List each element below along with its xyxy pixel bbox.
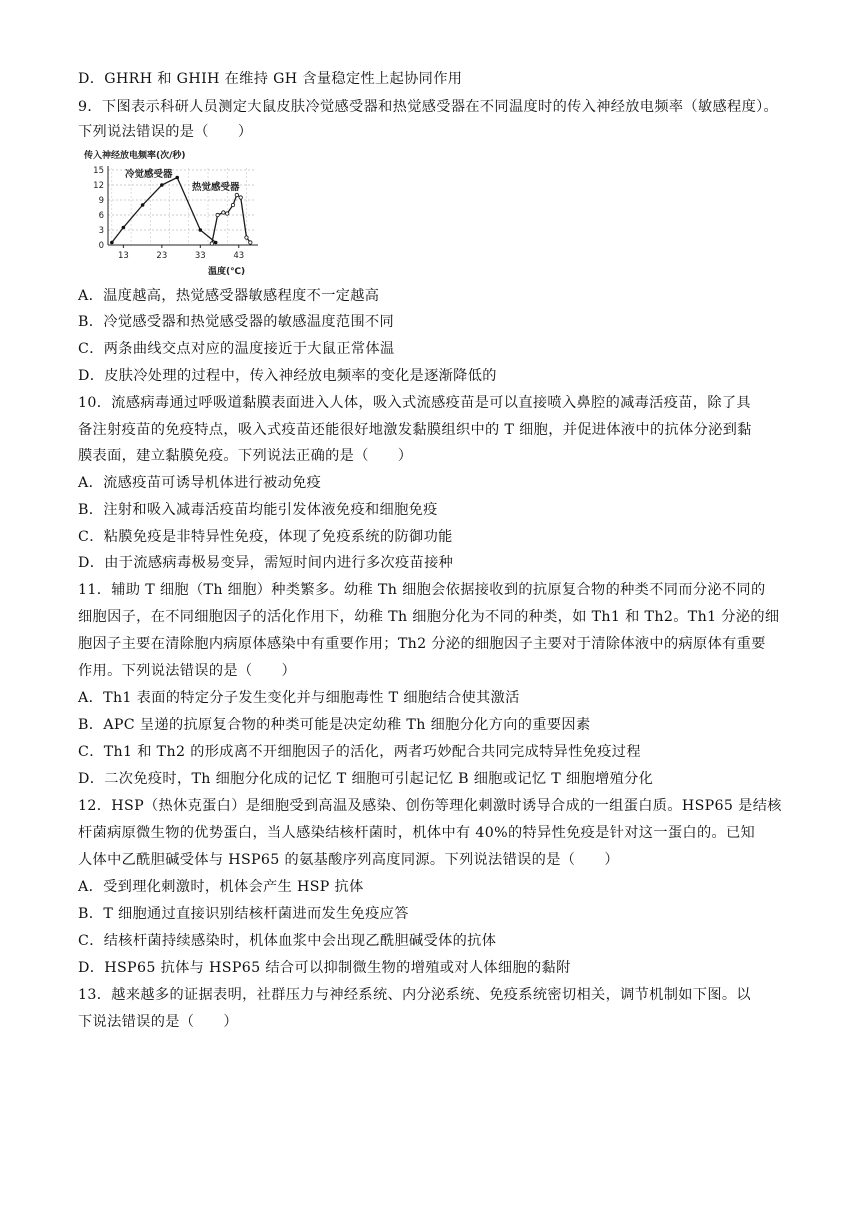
question-12-option-c: C．结核杆菌持续感染时，机体血浆中会出现乙酰胆碱受体的抗体 <box>78 933 497 949</box>
question-9-option-b: B．冷觉感受器和热觉感受器的敏感温度范围不同 <box>78 314 395 330</box>
text-line-optD-8: D．GHRH 和 GHIH 在维持 GH 含量稳定性上起协同作用 <box>78 71 463 87</box>
data-point-warm-receptor <box>231 203 234 206</box>
question-11-option-d: D．二次免疫时，Th 细胞分化成的记忆 T 细胞可引起记忆 B 细胞或记忆 T 细胞增殖分化 <box>78 771 654 787</box>
data-point-warm-receptor <box>249 241 252 244</box>
question-10-option-b: B．注射和吸入减毒活疫苗均能引发体液免疫和细胞免疫 <box>78 502 438 518</box>
question-9-option-d: D．皮肤冷处理的过程中，传入神经放电频率的变化是逐渐降低的 <box>78 368 497 384</box>
question-11-stem-2: 细胞因子，在不同细胞因子的活化作用下，幼稚 Th 细胞分化为不同的种类，如 Th1 和 Th2。Th1 分泌的细 <box>78 609 780 625</box>
question-10-option-c: C．粘膜免疫是非特异性免疫，体现了免疫系统的防御功能 <box>78 529 453 545</box>
data-point-warm-receptor <box>216 213 219 216</box>
data-point-cold-receptor <box>175 176 179 180</box>
x-tick-label: 13 <box>117 251 129 261</box>
question-9-option-a: A．温度越高，热觉感受器敏感程度不一定越高 <box>78 288 380 304</box>
legend-warm-receptor: 热觉感受器 <box>192 182 240 193</box>
y-tick-label: 3 <box>98 226 104 236</box>
data-point-warm-receptor <box>222 211 225 214</box>
question-12-stem-1: 12．HSP（热休克蛋白）是细胞受到高温及感染、创伤等理化刺激时诱导合成的一组蛋白质。HSP65 是结核 <box>78 798 782 814</box>
question-12-stem-3: 人体中乙酰胆碱受体与 HSP65 的氨基酸序列高度同源。下列说法错误的是（ ） <box>78 852 619 868</box>
question-10-option-a: A．流感疫苗可诱导机体进行被动免疫 <box>78 475 322 491</box>
question-9-stem: 9．下图表示科研人员测定大鼠皮肤冷觉感受器和热觉感受器在不同温度时的传入神经放电频率（敏感程度）。 <box>78 99 779 115</box>
data-point-cold-receptor <box>122 226 126 230</box>
data-point-cold-receptor <box>160 183 164 187</box>
question-12-option-a: A．受到理化刺激时，机体会产生 HSP 抗体 <box>78 879 364 895</box>
series-line-warm-receptor <box>212 195 251 244</box>
data-point-cold-receptor <box>199 228 203 232</box>
y-tick-label: 6 <box>98 211 104 221</box>
x-tick-label: 43 <box>233 251 245 261</box>
question-10-stem-2: 备注射疫苗的免疫特点，吸入式疫苗还能很好地激发黏膜组织中的 T 细胞，并促进体液中的抗体分泌到黏 <box>78 422 752 438</box>
question-11-stem-3: 胞因子主要在清除胞内病原体感染中有重要作用；Th2 分泌的细胞因子主要对于清除体液中的病原体有重要 <box>78 636 766 652</box>
question-10-stem-1: 10．流感病毒通过呼吸道黏膜表面进入人体，吸入式流感疫苗是可以直接喷入鼻腔的减毒活疫苗，除了具 <box>78 395 751 411</box>
x-tick-label: 33 <box>194 251 206 261</box>
y-tick-label: 9 <box>98 196 104 206</box>
question-12-option-b: B．T 细胞通过直接识别结核杆菌进而发生免疫应答 <box>78 906 409 922</box>
y-axis-label: 传入神经放电频率(次/秒) <box>84 151 186 161</box>
data-point-warm-receptor <box>235 193 238 196</box>
question-11-stem-1: 11．辅助 T 细胞（Th 细胞）种类繁多。幼稚 Th 细胞会依据接收到的抗原复合物的种类不同而分泌不同的 <box>78 582 766 598</box>
data-point-warm-receptor <box>239 196 242 199</box>
data-point-warm-receptor <box>226 212 229 215</box>
question-11-option-a: A．Th1 表面的特定分子发生变化并与细胞毒性 T 细胞结合使其激活 <box>78 690 520 706</box>
y-tick-labels <box>93 166 104 251</box>
question-10-option-d: D．由于流感病毒极易变异，需短时间内进行多次疫苗接种 <box>78 555 454 571</box>
data-point-cold-receptor <box>214 241 218 245</box>
data-point-cold-receptor <box>110 241 114 245</box>
legend-cold-receptor: 冷觉感受器 <box>125 169 173 180</box>
data-point-warm-receptor <box>210 242 213 245</box>
question-9-option-c: C．两条曲线交点对应的温度接近于大鼠正常体温 <box>78 341 395 357</box>
question-10-stem-3: 膜表面，建立黏膜免疫。下列说法正确的是（ ） <box>78 448 413 464</box>
x-axis-label: 温度(℃) <box>208 267 246 277</box>
data-point-warm-receptor <box>245 236 248 239</box>
question-13-stem-1: 13．越来越多的证据表明，社群压力与神经系统、内分泌系统、免疫系统密切相关，调节机制如下图。以 <box>78 987 751 1003</box>
question-11-option-c: C．Th1 和 Th2 的形成离不开细胞因子的活化，两者巧妙配合共同完成特异性免疫过程 <box>78 744 641 760</box>
question-11-stem-4: 作用。下列说法错误的是（ ） <box>78 663 297 679</box>
question-11-option-b: B．APC 呈递的抗原复合物的种类可能是决定幼稚 Th 细胞分化方向的重要因素 <box>78 717 591 733</box>
y-tick-label: 15 <box>93 166 104 176</box>
question-13-stem-2: 下说法错误的是（ ） <box>78 1014 238 1030</box>
y-tick-label: 0 <box>98 241 104 251</box>
data-point-cold-receptor <box>141 203 145 207</box>
question-12-stem-2: 杆菌病原微生物的优势蛋白，当人感染结核杆菌时，机体中有 40%的特异性免疫是针对这一蛋白的。已知 <box>78 825 756 841</box>
temperature-chart <box>84 146 264 280</box>
question-12-option-d: D．HSP65 抗体与 HSP65 结合可以抑制微生物的增殖或对人体细胞的黏附 <box>78 960 571 976</box>
y-tick-label: 12 <box>93 181 104 191</box>
x-tick-label: 23 <box>156 251 168 261</box>
x-tick-labels <box>118 245 244 261</box>
question-9-prompt: 下列说法错误的是（ ） <box>78 124 253 140</box>
